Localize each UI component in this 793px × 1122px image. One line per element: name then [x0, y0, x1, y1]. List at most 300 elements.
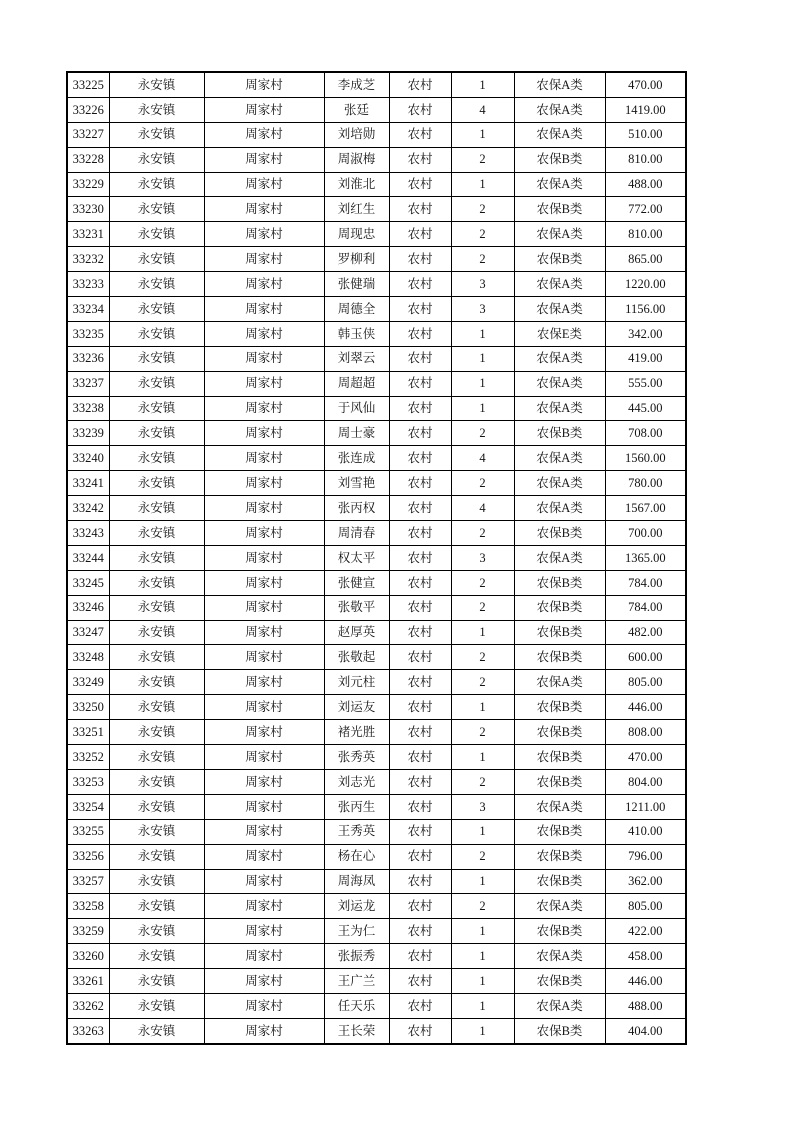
table-row [67, 122, 686, 147]
cell-insurance_class: 农保A类 [514, 272, 605, 297]
table-row [67, 297, 686, 322]
cell-id: 33236 [67, 346, 109, 371]
table-row [67, 844, 686, 869]
cell-name: 王广兰 [324, 969, 389, 994]
table-row [67, 172, 686, 197]
cell-amount: 410.00 [605, 819, 686, 844]
cell-residence_type: 农村 [389, 297, 451, 322]
cell-id: 33241 [67, 471, 109, 496]
cell-town: 永安镇 [109, 645, 204, 670]
table-row [67, 97, 686, 122]
cell-residence_type: 农村 [389, 794, 451, 819]
cell-amount: 419.00 [605, 346, 686, 371]
cell-residence_type: 农村 [389, 197, 451, 222]
cell-village: 周家村 [204, 97, 324, 122]
cell-person_count: 2 [451, 521, 514, 546]
table-row [67, 819, 686, 844]
cell-person_count: 2 [451, 247, 514, 272]
cell-person_count: 1 [451, 321, 514, 346]
table-row [67, 471, 686, 496]
cell-town: 永安镇 [109, 247, 204, 272]
table-row [67, 570, 686, 595]
cell-id: 33234 [67, 297, 109, 322]
table-row [67, 371, 686, 396]
cell-name: 杨在心 [324, 844, 389, 869]
cell-residence_type: 农村 [389, 471, 451, 496]
cell-id: 33258 [67, 894, 109, 919]
cell-insurance_class: 农保B类 [514, 645, 605, 670]
cell-town: 永安镇 [109, 1018, 204, 1043]
cell-amount: 1567.00 [605, 496, 686, 521]
cell-person_count: 1 [451, 819, 514, 844]
table-row [67, 894, 686, 919]
cell-id: 33226 [67, 97, 109, 122]
table-body [67, 72, 686, 1044]
cell-town: 永安镇 [109, 122, 204, 147]
cell-name: 王秀英 [324, 819, 389, 844]
cell-amount: 805.00 [605, 894, 686, 919]
cell-id: 33232 [67, 247, 109, 272]
cell-name: 张健宣 [324, 570, 389, 595]
cell-insurance_class: 农保B类 [514, 969, 605, 994]
cell-residence_type: 农村 [389, 172, 451, 197]
cell-person_count: 2 [451, 769, 514, 794]
cell-residence_type: 农村 [389, 894, 451, 919]
cell-village: 周家村 [204, 695, 324, 720]
cell-town: 永安镇 [109, 321, 204, 346]
cell-name: 张振秀 [324, 944, 389, 969]
cell-residence_type: 农村 [389, 769, 451, 794]
cell-village: 周家村 [204, 545, 324, 570]
cell-village: 周家村 [204, 595, 324, 620]
cell-residence_type: 农村 [389, 819, 451, 844]
cell-name: 周德全 [324, 297, 389, 322]
table-row [67, 670, 686, 695]
cell-name: 刘翠云 [324, 346, 389, 371]
cell-amount: 700.00 [605, 521, 686, 546]
table-row [67, 545, 686, 570]
cell-village: 周家村 [204, 272, 324, 297]
cell-person_count: 3 [451, 794, 514, 819]
cell-name: 于风仙 [324, 396, 389, 421]
cell-person_count: 2 [451, 147, 514, 172]
cell-amount: 1419.00 [605, 97, 686, 122]
cell-residence_type: 农村 [389, 645, 451, 670]
table-row [67, 496, 686, 521]
cell-name: 罗柳利 [324, 247, 389, 272]
cell-residence_type: 农村 [389, 72, 451, 97]
cell-residence_type: 农村 [389, 944, 451, 969]
cell-insurance_class: 农保A类 [514, 346, 605, 371]
cell-town: 永安镇 [109, 570, 204, 595]
cell-name: 刘淮北 [324, 172, 389, 197]
cell-person_count: 3 [451, 297, 514, 322]
cell-amount: 810.00 [605, 147, 686, 172]
cell-person_count: 2 [451, 645, 514, 670]
cell-name: 刘培勋 [324, 122, 389, 147]
cell-person_count: 1 [451, 72, 514, 97]
cell-town: 永安镇 [109, 894, 204, 919]
cell-name: 周淑梅 [324, 147, 389, 172]
cell-town: 永安镇 [109, 769, 204, 794]
cell-insurance_class: 农保B类 [514, 521, 605, 546]
cell-insurance_class: 农保B类 [514, 720, 605, 745]
cell-person_count: 2 [451, 670, 514, 695]
cell-amount: 422.00 [605, 919, 686, 944]
cell-id: 33250 [67, 695, 109, 720]
cell-insurance_class: 农保B类 [514, 919, 605, 944]
cell-id: 33243 [67, 521, 109, 546]
cell-village: 周家村 [204, 72, 324, 97]
table-row [67, 147, 686, 172]
cell-town: 永安镇 [109, 371, 204, 396]
cell-insurance_class: 农保B类 [514, 1018, 605, 1043]
cell-residence_type: 农村 [389, 446, 451, 471]
cell-name: 王长荣 [324, 1018, 389, 1043]
cell-id: 33263 [67, 1018, 109, 1043]
cell-residence_type: 农村 [389, 496, 451, 521]
cell-town: 永安镇 [109, 72, 204, 97]
cell-insurance_class: 农保A类 [514, 446, 605, 471]
cell-town: 永安镇 [109, 869, 204, 894]
cell-insurance_class: 农保B类 [514, 247, 605, 272]
cell-name: 张敬起 [324, 645, 389, 670]
cell-amount: 810.00 [605, 222, 686, 247]
cell-id: 33247 [67, 620, 109, 645]
cell-residence_type: 农村 [389, 396, 451, 421]
cell-insurance_class: 农保B类 [514, 570, 605, 595]
cell-id: 33260 [67, 944, 109, 969]
cell-insurance_class: 农保A类 [514, 794, 605, 819]
cell-residence_type: 农村 [389, 321, 451, 346]
cell-town: 永安镇 [109, 471, 204, 496]
table-row [67, 695, 686, 720]
cell-village: 周家村 [204, 969, 324, 994]
cell-village: 周家村 [204, 944, 324, 969]
cell-village: 周家村 [204, 147, 324, 172]
cell-town: 永安镇 [109, 446, 204, 471]
cell-name: 赵厚英 [324, 620, 389, 645]
cell-village: 周家村 [204, 869, 324, 894]
cell-town: 永安镇 [109, 172, 204, 197]
cell-name: 刘运龙 [324, 894, 389, 919]
cell-amount: 446.00 [605, 969, 686, 994]
cell-insurance_class: 农保B类 [514, 595, 605, 620]
cell-town: 永安镇 [109, 595, 204, 620]
table-row [67, 745, 686, 770]
cell-village: 周家村 [204, 122, 324, 147]
cell-village: 周家村 [204, 819, 324, 844]
cell-residence_type: 农村 [389, 570, 451, 595]
table-row [67, 869, 686, 894]
cell-village: 周家村 [204, 172, 324, 197]
table-row [67, 944, 686, 969]
cell-amount: 805.00 [605, 670, 686, 695]
cell-town: 永安镇 [109, 969, 204, 994]
cell-person_count: 1 [451, 993, 514, 1018]
cell-village: 周家村 [204, 521, 324, 546]
cell-person_count: 1 [451, 695, 514, 720]
cell-id: 33259 [67, 919, 109, 944]
cell-amount: 404.00 [605, 1018, 686, 1043]
cell-insurance_class: 农保A类 [514, 993, 605, 1018]
cell-id: 33246 [67, 595, 109, 620]
cell-town: 永安镇 [109, 147, 204, 172]
cell-insurance_class: 农保B类 [514, 620, 605, 645]
cell-residence_type: 农村 [389, 620, 451, 645]
cell-town: 永安镇 [109, 819, 204, 844]
cell-person_count: 4 [451, 446, 514, 471]
cell-residence_type: 农村 [389, 969, 451, 994]
cell-insurance_class: 农保A类 [514, 944, 605, 969]
cell-town: 永安镇 [109, 272, 204, 297]
cell-residence_type: 农村 [389, 272, 451, 297]
cell-id: 33248 [67, 645, 109, 670]
cell-name: 张秀英 [324, 745, 389, 770]
table-row [67, 521, 686, 546]
cell-residence_type: 农村 [389, 745, 451, 770]
cell-person_count: 1 [451, 396, 514, 421]
cell-village: 周家村 [204, 396, 324, 421]
cell-id: 33252 [67, 745, 109, 770]
cell-amount: 784.00 [605, 595, 686, 620]
cell-amount: 446.00 [605, 695, 686, 720]
cell-village: 周家村 [204, 570, 324, 595]
cell-village: 周家村 [204, 496, 324, 521]
cell-residence_type: 农村 [389, 869, 451, 894]
cell-amount: 780.00 [605, 471, 686, 496]
cell-insurance_class: 农保A类 [514, 72, 605, 97]
cell-name: 王为仁 [324, 919, 389, 944]
cell-residence_type: 农村 [389, 545, 451, 570]
cell-name: 张连成 [324, 446, 389, 471]
cell-amount: 555.00 [605, 371, 686, 396]
cell-town: 永安镇 [109, 720, 204, 745]
cell-town: 永安镇 [109, 297, 204, 322]
table-row [67, 197, 686, 222]
cell-name: 张丙权 [324, 496, 389, 521]
cell-id: 33256 [67, 844, 109, 869]
cell-amount: 1560.00 [605, 446, 686, 471]
cell-village: 周家村 [204, 321, 324, 346]
cell-village: 周家村 [204, 919, 324, 944]
cell-village: 周家村 [204, 446, 324, 471]
cell-insurance_class: 农保B类 [514, 745, 605, 770]
cell-person_count: 1 [451, 1018, 514, 1043]
cell-name: 周超超 [324, 371, 389, 396]
cell-village: 周家村 [204, 247, 324, 272]
cell-id: 33245 [67, 570, 109, 595]
table-row [67, 72, 686, 97]
cell-town: 永安镇 [109, 496, 204, 521]
cell-id: 33237 [67, 371, 109, 396]
cell-name: 张健瑞 [324, 272, 389, 297]
cell-amount: 808.00 [605, 720, 686, 745]
table-row [67, 222, 686, 247]
cell-id: 33261 [67, 969, 109, 994]
cell-amount: 510.00 [605, 122, 686, 147]
cell-person_count: 1 [451, 745, 514, 770]
cell-insurance_class: 农保A类 [514, 496, 605, 521]
cell-town: 永安镇 [109, 794, 204, 819]
cell-id: 33235 [67, 321, 109, 346]
cell-insurance_class: 农保B类 [514, 869, 605, 894]
cell-insurance_class: 农保B类 [514, 197, 605, 222]
table-row [67, 421, 686, 446]
cell-name: 周海凤 [324, 869, 389, 894]
cell-person_count: 2 [451, 421, 514, 446]
cell-residence_type: 农村 [389, 371, 451, 396]
cell-person_count: 2 [451, 595, 514, 620]
cell-name: 权太平 [324, 545, 389, 570]
cell-town: 永安镇 [109, 944, 204, 969]
cell-person_count: 1 [451, 944, 514, 969]
cell-name: 刘雪艳 [324, 471, 389, 496]
table-row [67, 794, 686, 819]
cell-town: 永安镇 [109, 844, 204, 869]
cell-amount: 362.00 [605, 869, 686, 894]
cell-person_count: 1 [451, 172, 514, 197]
cell-insurance_class: 农保B类 [514, 844, 605, 869]
cell-insurance_class: 农保A类 [514, 471, 605, 496]
cell-amount: 1211.00 [605, 794, 686, 819]
cell-amount: 342.00 [605, 321, 686, 346]
cell-id: 33249 [67, 670, 109, 695]
cell-village: 周家村 [204, 421, 324, 446]
cell-amount: 1365.00 [605, 545, 686, 570]
table-row [67, 993, 686, 1018]
cell-insurance_class: 农保A类 [514, 396, 605, 421]
table-row [67, 645, 686, 670]
cell-residence_type: 农村 [389, 720, 451, 745]
cell-person_count: 2 [451, 197, 514, 222]
cell-name: 刘红生 [324, 197, 389, 222]
cell-residence_type: 农村 [389, 147, 451, 172]
cell-town: 永安镇 [109, 545, 204, 570]
table-row [67, 769, 686, 794]
cell-amount: 470.00 [605, 745, 686, 770]
cell-amount: 772.00 [605, 197, 686, 222]
cell-person_count: 2 [451, 894, 514, 919]
cell-person_count: 2 [451, 720, 514, 745]
cell-name: 刘元柱 [324, 670, 389, 695]
table-row [67, 969, 686, 994]
cell-insurance_class: 农保A类 [514, 670, 605, 695]
table-row [67, 321, 686, 346]
cell-amount: 784.00 [605, 570, 686, 595]
cell-id: 33233 [67, 272, 109, 297]
cell-id: 33255 [67, 819, 109, 844]
cell-town: 永安镇 [109, 745, 204, 770]
cell-person_count: 1 [451, 620, 514, 645]
cell-village: 周家村 [204, 346, 324, 371]
table-row [67, 247, 686, 272]
cell-insurance_class: 农保A类 [514, 297, 605, 322]
cell-residence_type: 农村 [389, 122, 451, 147]
cell-amount: 796.00 [605, 844, 686, 869]
cell-insurance_class: 农保E类 [514, 321, 605, 346]
table-row [67, 396, 686, 421]
cell-person_count: 3 [451, 272, 514, 297]
cell-name: 周清春 [324, 521, 389, 546]
cell-residence_type: 农村 [389, 97, 451, 122]
cell-id: 33239 [67, 421, 109, 446]
cell-name: 周士豪 [324, 421, 389, 446]
cell-residence_type: 农村 [389, 521, 451, 546]
cell-insurance_class: 农保B类 [514, 819, 605, 844]
cell-insurance_class: 农保A类 [514, 97, 605, 122]
cell-village: 周家村 [204, 471, 324, 496]
cell-insurance_class: 农保A类 [514, 894, 605, 919]
table-row [67, 446, 686, 471]
cell-name: 张丙生 [324, 794, 389, 819]
cell-amount: 482.00 [605, 620, 686, 645]
cell-insurance_class: 农保B类 [514, 769, 605, 794]
cell-id: 33254 [67, 794, 109, 819]
cell-town: 永安镇 [109, 346, 204, 371]
cell-village: 周家村 [204, 297, 324, 322]
cell-residence_type: 农村 [389, 919, 451, 944]
cell-name: 周现忠 [324, 222, 389, 247]
table-row [67, 720, 686, 745]
cell-town: 永安镇 [109, 695, 204, 720]
cell-town: 永安镇 [109, 993, 204, 1018]
cell-amount: 458.00 [605, 944, 686, 969]
cell-village: 周家村 [204, 769, 324, 794]
cell-residence_type: 农村 [389, 595, 451, 620]
cell-amount: 488.00 [605, 993, 686, 1018]
cell-id: 33229 [67, 172, 109, 197]
cell-person_count: 1 [451, 346, 514, 371]
table-row [67, 595, 686, 620]
cell-residence_type: 农村 [389, 695, 451, 720]
cell-town: 永安镇 [109, 197, 204, 222]
cell-residence_type: 农村 [389, 670, 451, 695]
cell-insurance_class: 农保A类 [514, 371, 605, 396]
cell-person_count: 2 [451, 570, 514, 595]
cell-village: 周家村 [204, 794, 324, 819]
cell-residence_type: 农村 [389, 421, 451, 446]
cell-town: 永安镇 [109, 421, 204, 446]
cell-id: 33262 [67, 993, 109, 1018]
cell-id: 33238 [67, 396, 109, 421]
table-row [67, 346, 686, 371]
cell-id: 33228 [67, 147, 109, 172]
cell-id: 33231 [67, 222, 109, 247]
cell-village: 周家村 [204, 894, 324, 919]
cell-town: 永安镇 [109, 521, 204, 546]
cell-town: 永安镇 [109, 919, 204, 944]
cell-name: 褚光胜 [324, 720, 389, 745]
cell-person_count: 2 [451, 471, 514, 496]
cell-insurance_class: 农保B类 [514, 695, 605, 720]
cell-amount: 708.00 [605, 421, 686, 446]
cell-amount: 804.00 [605, 769, 686, 794]
table-row [67, 272, 686, 297]
cell-id: 33230 [67, 197, 109, 222]
cell-town: 永安镇 [109, 97, 204, 122]
cell-insurance_class: 农保A类 [514, 222, 605, 247]
cell-person_count: 2 [451, 222, 514, 247]
cell-town: 永安镇 [109, 396, 204, 421]
cell-residence_type: 农村 [389, 1018, 451, 1043]
cell-residence_type: 农村 [389, 222, 451, 247]
cell-person_count: 4 [451, 97, 514, 122]
cell-name: 张敬平 [324, 595, 389, 620]
cell-id: 33240 [67, 446, 109, 471]
cell-person_count: 1 [451, 969, 514, 994]
cell-id: 33257 [67, 869, 109, 894]
